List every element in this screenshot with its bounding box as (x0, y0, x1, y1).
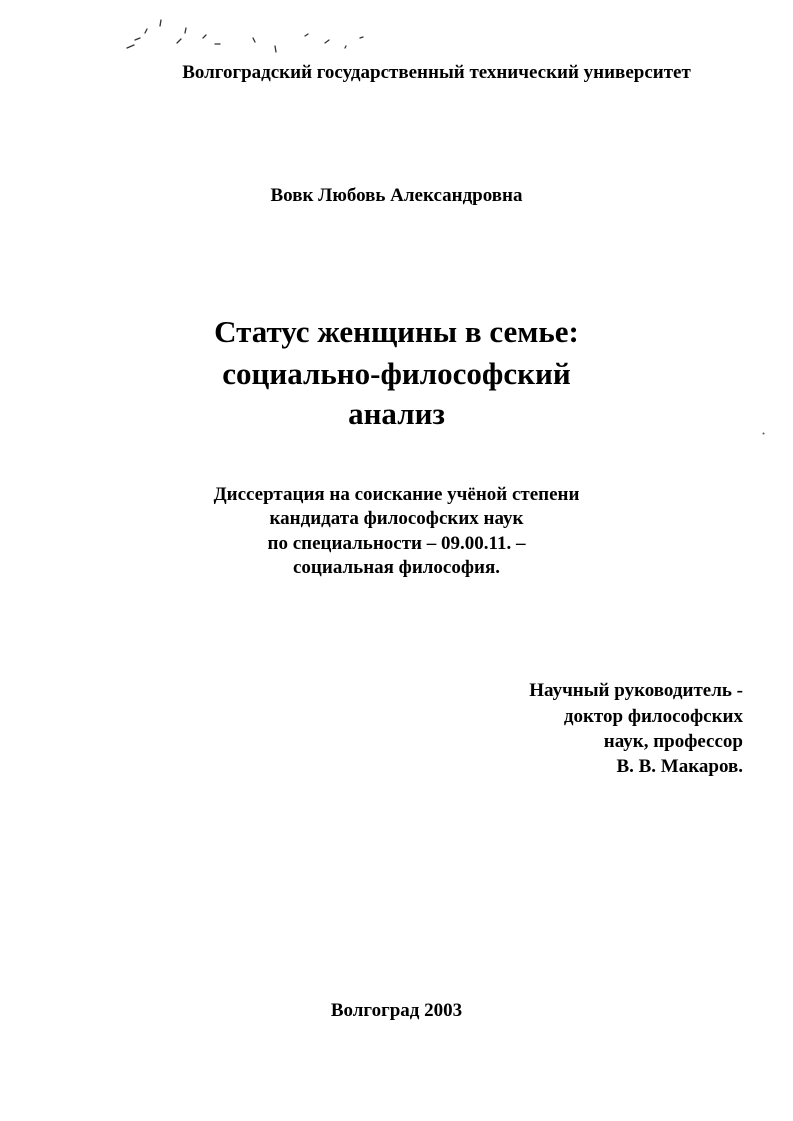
scan-artifact-marks (115, 8, 415, 63)
title-line-2: социально-философский (222, 356, 571, 391)
scan-artifact-dot (762, 432, 765, 435)
title-line-3: анализ (348, 396, 445, 431)
city-year: Волгоград 2003 (330, 1000, 463, 1021)
subtitle-line-2: кандидата философских наук (269, 508, 524, 529)
supervisor-line-3: наук, профессор (603, 731, 743, 752)
supervisor-line-1: Научный руководитель - (529, 680, 743, 701)
subtitle-line-3: по специальности – 09.00.11. – (267, 533, 526, 554)
university-name: Волгоградский государственный технический университет (182, 62, 691, 83)
title-line-1: Статус женщины в семье: (214, 314, 579, 349)
subtitle-line-1: Диссертация на соискание учёной степени (213, 484, 580, 505)
supervisor-line-4: В. В. Макаров. (616, 756, 743, 777)
supervisor-line-2: доктор философских (563, 706, 743, 727)
subtitle-line-4: социальная философия. (293, 557, 500, 578)
author-name: Вовк Любовь Александровна (270, 185, 523, 206)
